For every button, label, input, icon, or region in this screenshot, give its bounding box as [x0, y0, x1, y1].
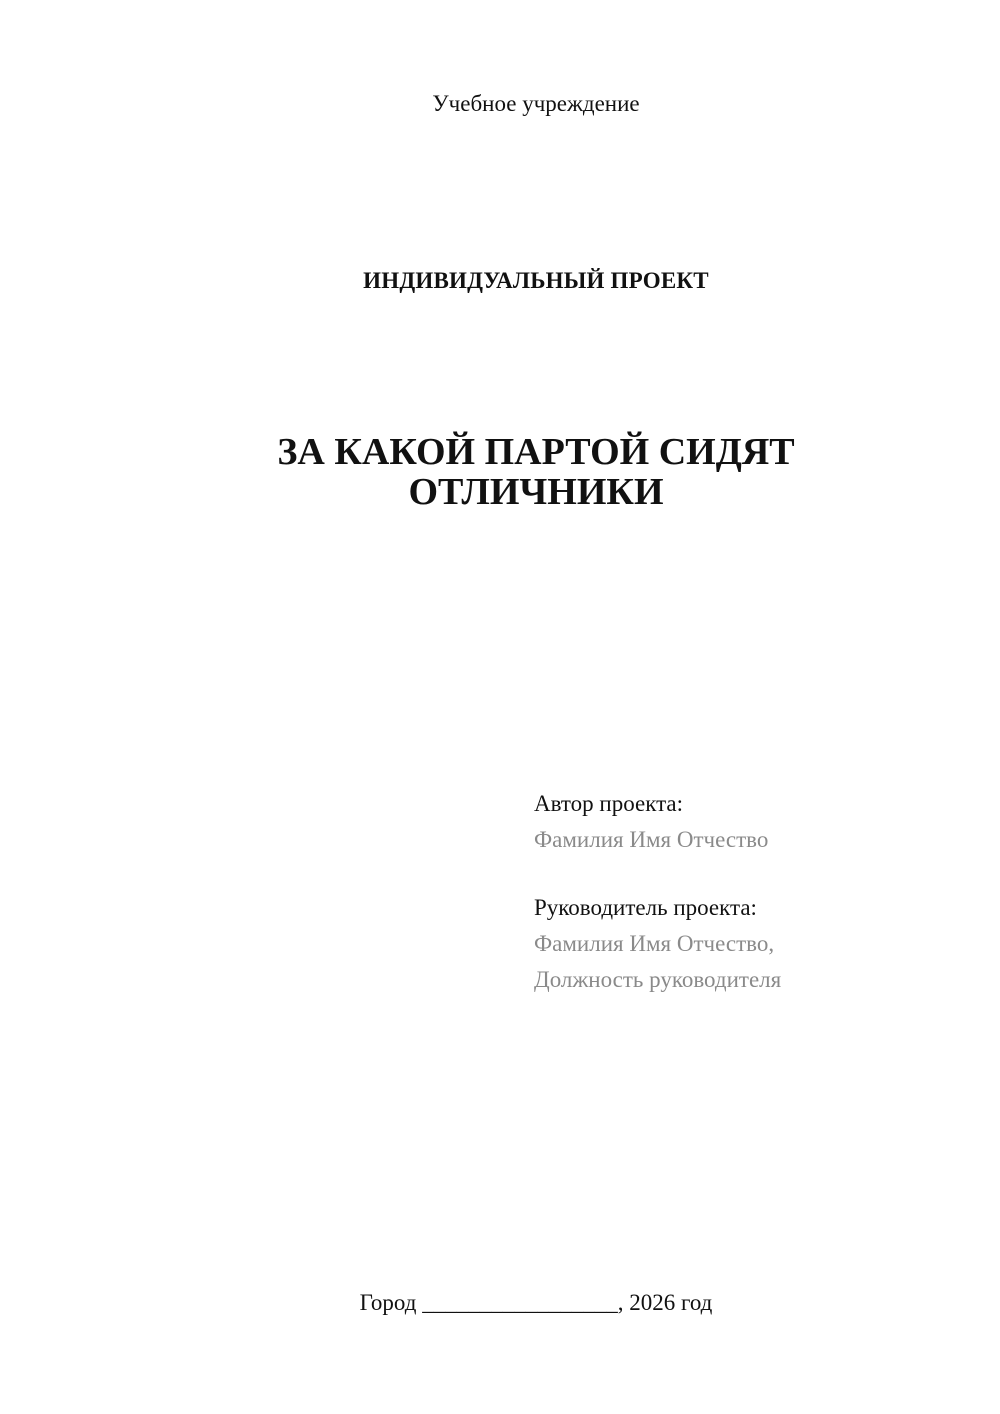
project-info-block: [534, 786, 781, 998]
author-label: Автор проекта:: [534, 791, 683, 816]
city-year-footer: Город _________________, 2026 год: [359, 1290, 713, 1315]
supervisor-position: Должность руководителя: [534, 967, 782, 992]
author-name: Фамилия Имя Отчество: [534, 827, 769, 852]
supervisor-name: Фамилия Имя Отчество,: [534, 931, 775, 956]
info-spacer: [534, 858, 781, 890]
project-title-line-2: ОТЛИЧНИКИ: [408, 471, 664, 513]
document-type: ИНДИВИДУАЛЬНЫЙ ПРОЕКТ: [363, 268, 709, 293]
institution-name: Учебное учреждение: [432, 91, 640, 116]
supervisor-label: Руководитель проекта:: [534, 895, 757, 920]
project-title: [0, 432, 1000, 512]
project-title-line-1: ЗА КАКОЙ ПАРТОЙ СИДЯТ: [277, 431, 795, 473]
